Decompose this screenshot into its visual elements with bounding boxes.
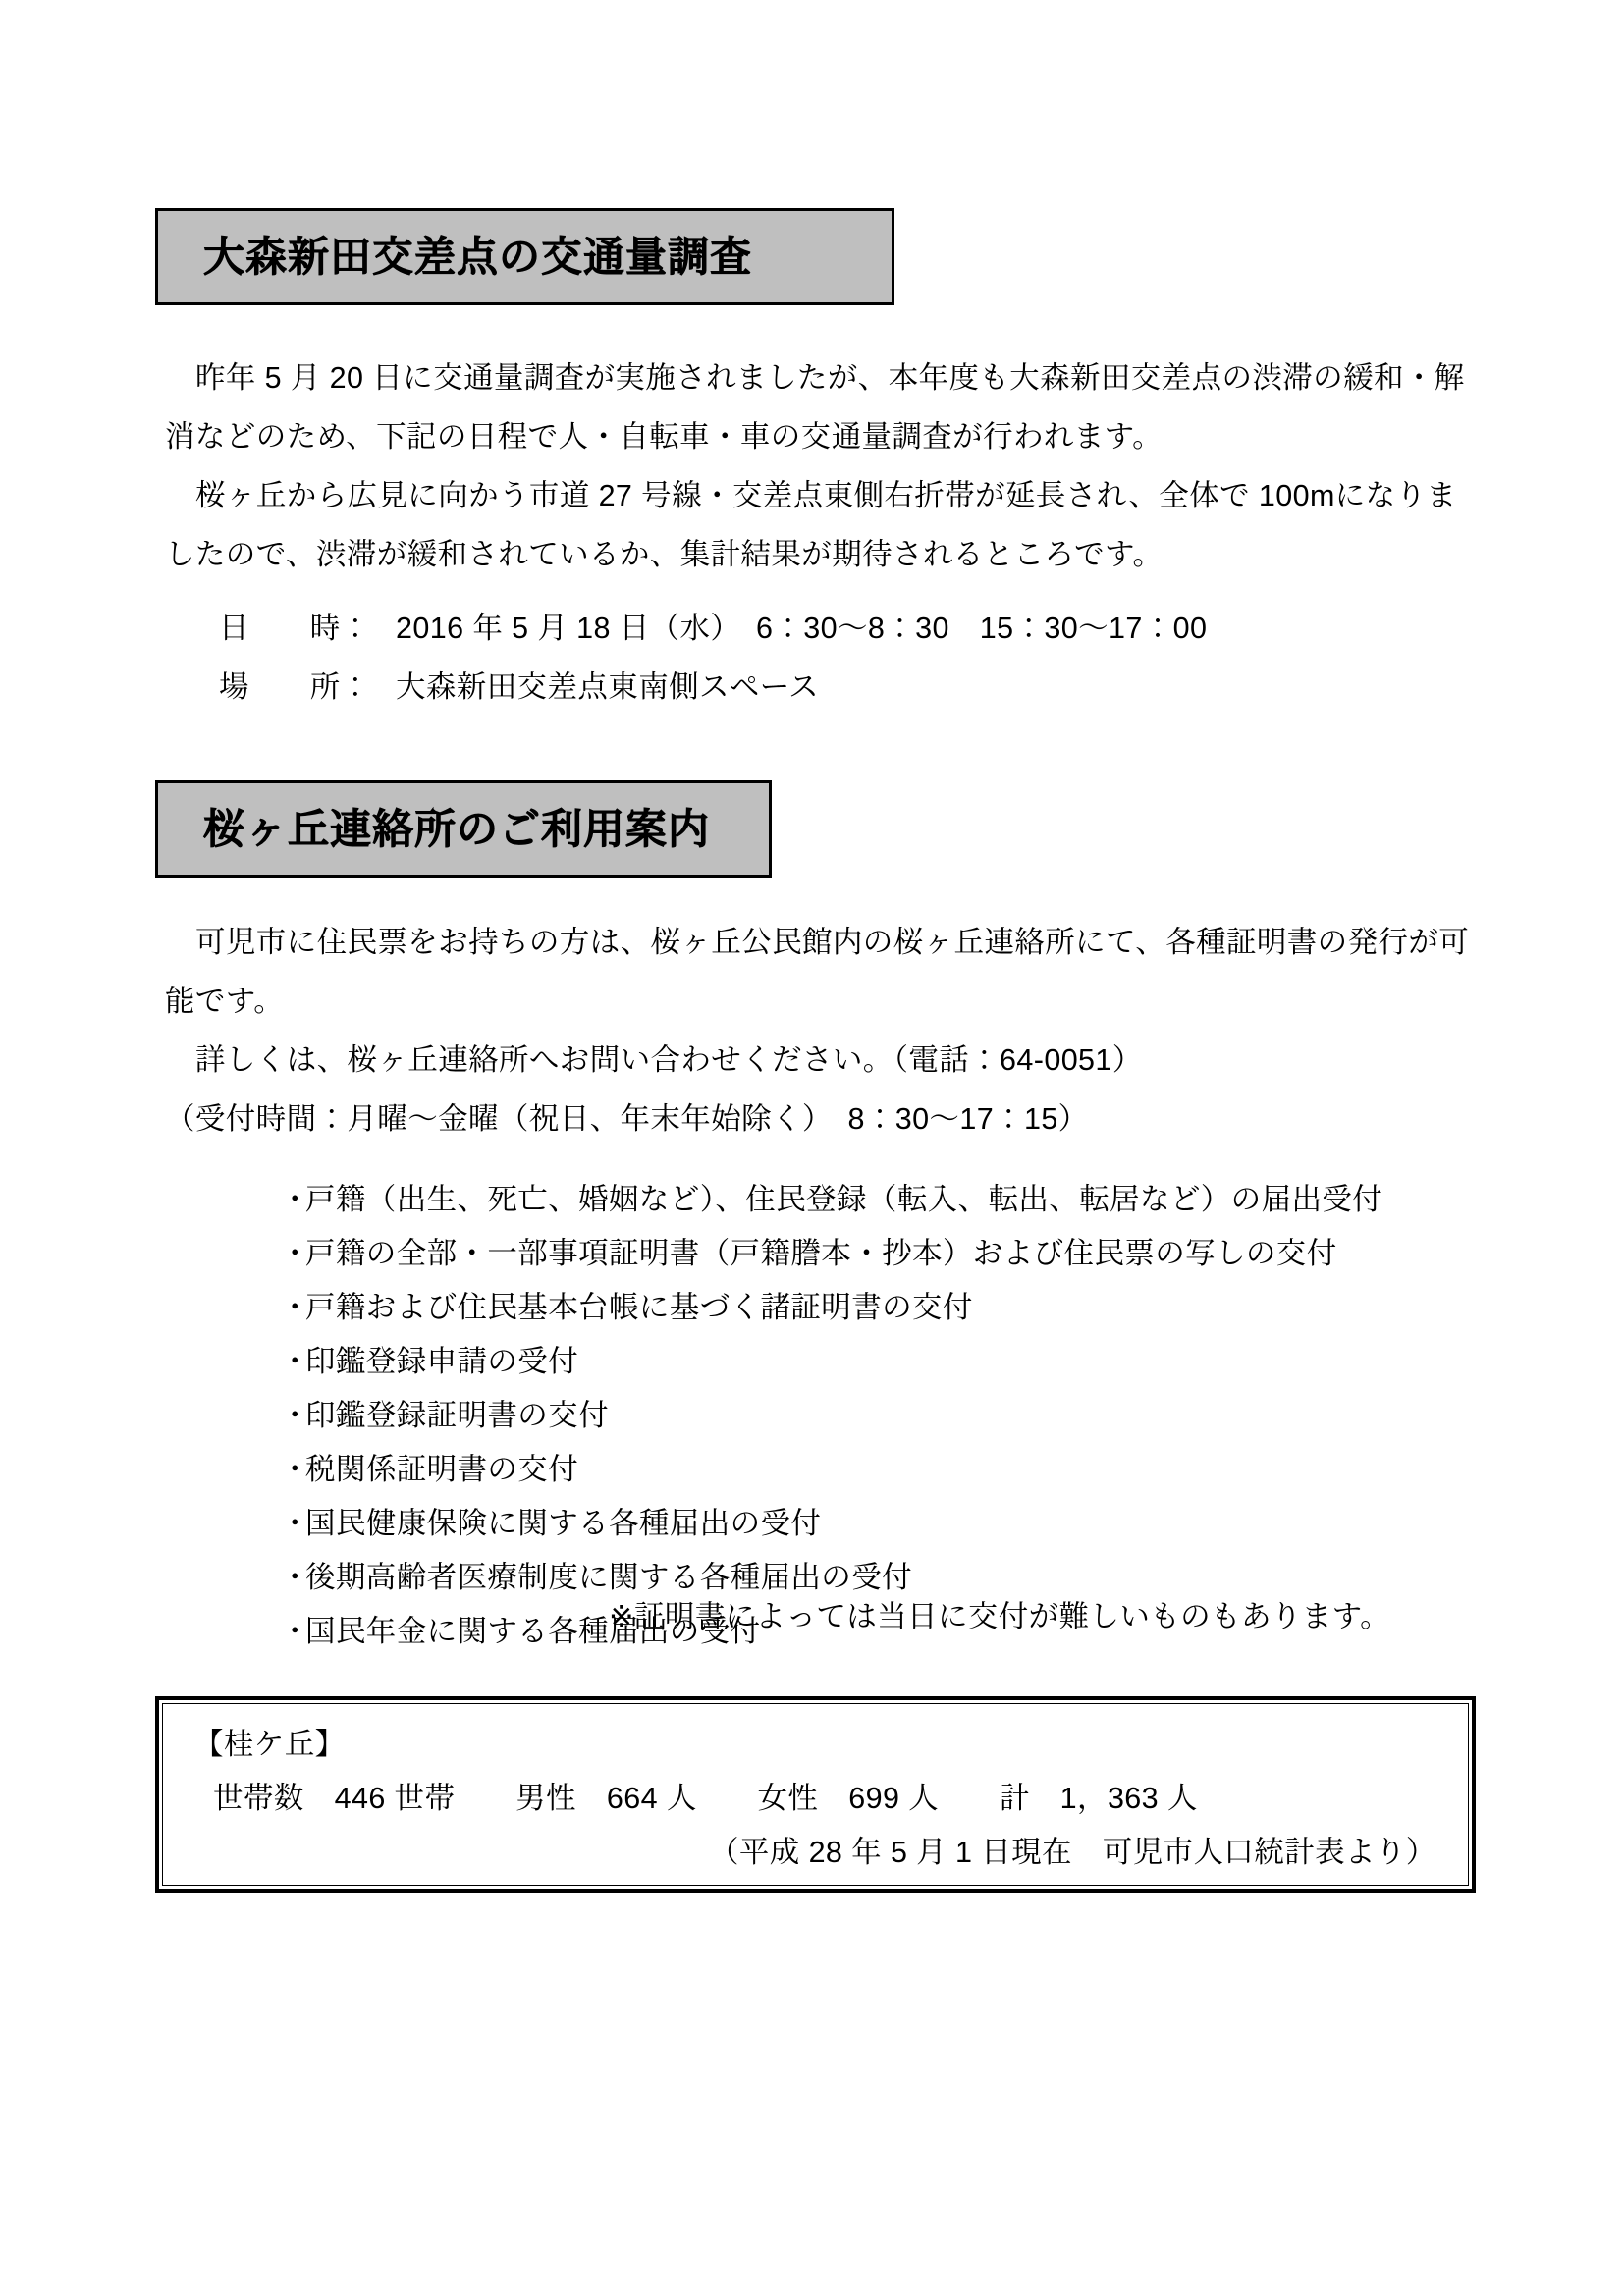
stats-figures: 世帯数 446 世帯 男性 664 人 女性 699 人 計 1，363 人 [213, 1782, 1198, 1815]
section-heading-traffic [155, 208, 894, 305]
bullet-icon: ・ [280, 1561, 310, 1594]
list-item [280, 1173, 1507, 1227]
bullet-icon: ・ [280, 1237, 310, 1270]
office-paragraph-3: （受付時間：月曜〜金曜（祝日、年末年始除く） 8：30〜17：15） [165, 1102, 1089, 1136]
bullet-icon: ・ [280, 1291, 310, 1324]
service-list [280, 1173, 1507, 1659]
section-heading-traffic-text: 大森新田交差点の交通量調査 [203, 233, 753, 280]
stats-area-title: 【桂ケ丘】 [193, 1728, 346, 1761]
list-item [280, 1443, 1507, 1497]
event-place-value: 大森新田交差点東南側スペース [396, 670, 820, 704]
list-item-label: 税関係証明書の交付 [305, 1453, 579, 1486]
traffic-paragraph-1: 昨年 5 月 20 日に交通量調査が実施されましたが、本年度も大森新田交差点の渋滞の緩和・解消などのため、下記の日程で人・自転車・車の交通量調査が行われます。 [165, 361, 1465, 454]
event-place-row [219, 658, 819, 717]
list-item [280, 1281, 1507, 1335]
bullet-icon: ・ [280, 1453, 310, 1486]
office-paragraph-2: 詳しくは、桜ヶ丘連絡所へお問い合わせください。（電話：64-0051） [195, 1043, 1143, 1077]
bullet-icon: ・ [280, 1183, 310, 1216]
bullet-icon: ・ [280, 1615, 310, 1648]
bullet-icon: ・ [280, 1507, 310, 1540]
certificate-note: ※証明書によっては当日に交付が難しいものもあります。 [609, 1600, 1391, 1633]
section-heading-office [155, 780, 772, 878]
event-datetime-row [219, 599, 1207, 658]
event-datetime-label: 日 時： [219, 612, 371, 645]
event-place-label: 場 所： [219, 670, 371, 704]
event-datetime-value: 2016 年 5 月 18 日（水） 6：30〜8：30 15：30〜17：00 [396, 612, 1208, 645]
list-item [280, 1497, 1507, 1551]
bullet-icon: ・ [280, 1345, 310, 1378]
list-item-label: 戸籍（出生、死亡、婚姻など）、住民登録（転入、転出、転居など）の届出受付 [305, 1183, 1383, 1216]
list-item-label: 戸籍および住民基本台帳に基づく諸証明書の交付 [305, 1291, 973, 1324]
list-item-label: 国民年金に関する各種届出の受付 [305, 1615, 761, 1648]
population-stats-box [155, 1696, 1476, 1893]
list-item-label: 国民健康保険に関する各種届出の受付 [305, 1507, 822, 1540]
list-item [280, 1335, 1507, 1389]
office-paragraph-1: 可児市に住民票をお持ちの方は、桜ヶ丘公民館内の桜ヶ丘連絡所にて、各種証明書の発行が可能です。 [165, 926, 1470, 1018]
section-heading-office-text: 桜ヶ丘連絡所のご利用案内 [203, 805, 711, 852]
list-item-label: 印鑑登録申請の受付 [305, 1345, 579, 1378]
bullet-icon: ・ [280, 1399, 310, 1432]
list-item [280, 1389, 1507, 1443]
traffic-paragraph-2: 桜ヶ丘から広見に向かう市道 27 号線・交差点東側右折帯が延長され、全体で 100mになりましたので、渋滞が緩和されているか、集計結果が期待されるところです。 [165, 479, 1457, 571]
list-item-label: 戸籍の全部・一部事項証明書（戸籍謄本・抄本）および住民票の写しの交付 [305, 1237, 1337, 1270]
list-item-label: 後期高齢者医療制度に関する各種届出の受付 [305, 1561, 912, 1594]
stats-source: （平成 28 年 5 月 1 日現在 可児市人口統計表より） [709, 1836, 1436, 1869]
list-item [280, 1227, 1507, 1281]
list-item-label: 印鑑登録証明書の交付 [305, 1399, 609, 1432]
